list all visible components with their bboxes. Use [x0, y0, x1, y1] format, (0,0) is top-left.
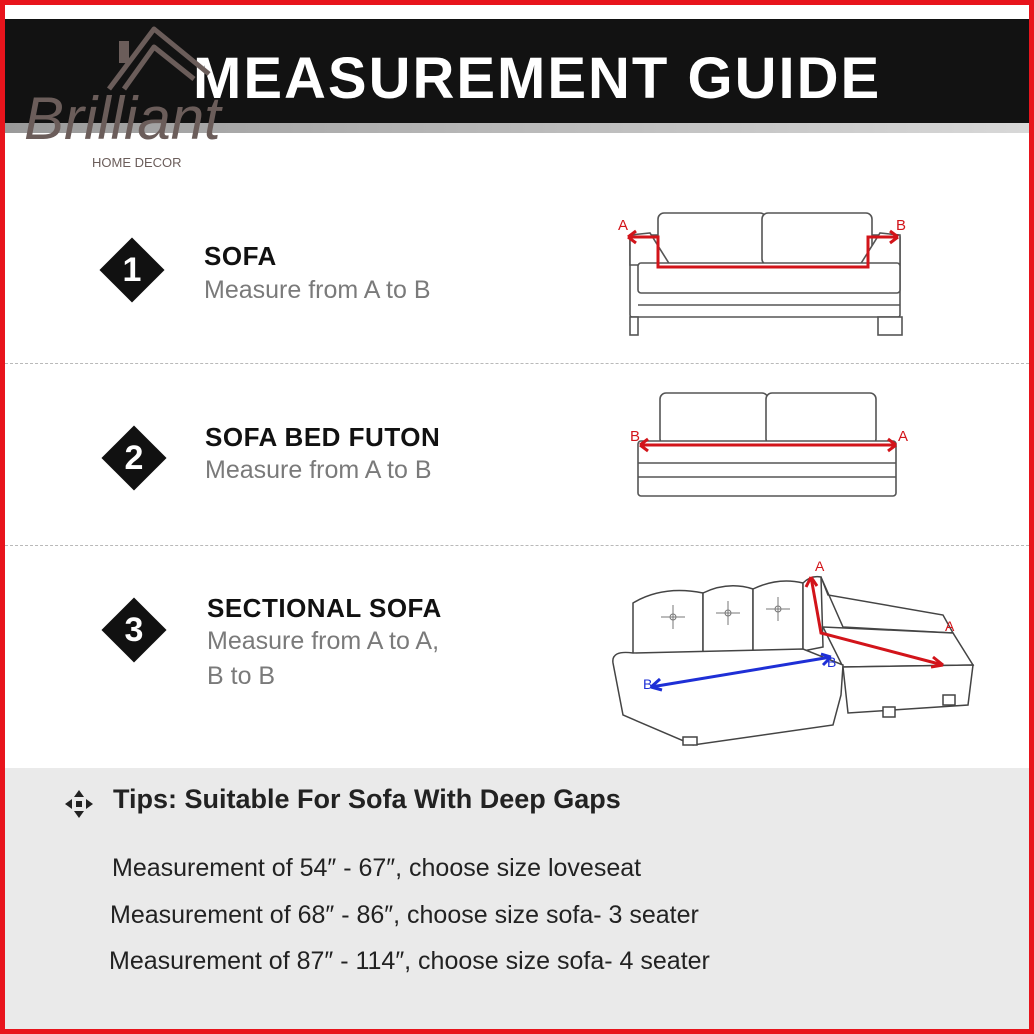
logo-subtitle: HOME DECOR: [92, 155, 182, 170]
sofa-right-leg: [878, 317, 902, 335]
step-desc: Measure from A to B: [205, 456, 432, 484]
mark-b-label: B: [827, 654, 837, 670]
futon-back-cushion-left: [660, 393, 768, 445]
tips-title: Tips: Suitable For Sofa With Deep Gaps: [113, 784, 621, 814]
tips-panel: [5, 768, 1029, 1034]
sectional-leg: [883, 707, 895, 717]
sectional-main-seat: [613, 649, 843, 745]
step-number: 2: [124, 439, 144, 477]
mark-a-label: A: [898, 428, 909, 445]
step-desc: Measure from A to B: [204, 276, 431, 304]
sectional-chaise-back: [821, 577, 953, 633]
size-guide-line: Measurement of 68″ - 86″, choose size sofa- 3 seater: [110, 901, 699, 929]
mark-b-label: B: [630, 428, 641, 445]
futon-back-cushion-right: [766, 393, 876, 445]
futon-base: [638, 441, 896, 496]
page-title: MEASUREMENT GUIDE: [193, 46, 882, 111]
sectional-sofa-diagram: [603, 555, 979, 750]
futon-diagram: [620, 385, 920, 503]
sectional-leg: [683, 737, 697, 745]
sectional-back-1: [633, 591, 703, 655]
step-number: 1: [122, 251, 142, 289]
sofa-diagram: [610, 205, 910, 340]
sofa-back-cushion-left: [658, 213, 766, 265]
step-number: 3: [124, 611, 144, 649]
section-divider: [5, 545, 1029, 546]
logo-script: Brilliant: [24, 85, 221, 152]
step-title: SOFA: [204, 241, 277, 271]
sofa-back-cushion-right: [762, 213, 872, 265]
sectional-chaise-base: [843, 665, 973, 713]
mark-a-label: A: [618, 217, 629, 234]
mark-b-label: B: [643, 676, 653, 692]
sofa-left-leg: [630, 317, 638, 335]
house-roof-icon: [109, 29, 209, 89]
step-title: SECTIONAL SOFA: [207, 593, 442, 623]
size-guide-line: Measurement of 87″ - 114″, choose size sofa- 4 seater: [109, 947, 710, 975]
mark-a-label: A: [815, 558, 825, 574]
section-divider: [5, 363, 1029, 364]
step-title: SOFA BED FUTON: [205, 422, 441, 452]
mark-b-label: B: [896, 217, 907, 234]
four-arrows-icon: [63, 788, 95, 820]
step-desc-line-2: B to B: [207, 662, 276, 690]
step-desc: Measure from A to A,: [207, 627, 440, 655]
size-guide-line: Measurement of 54″ - 67″, choose size loveseat: [112, 854, 642, 882]
sectional-leg: [943, 695, 955, 705]
mark-a-label: A: [945, 618, 955, 634]
